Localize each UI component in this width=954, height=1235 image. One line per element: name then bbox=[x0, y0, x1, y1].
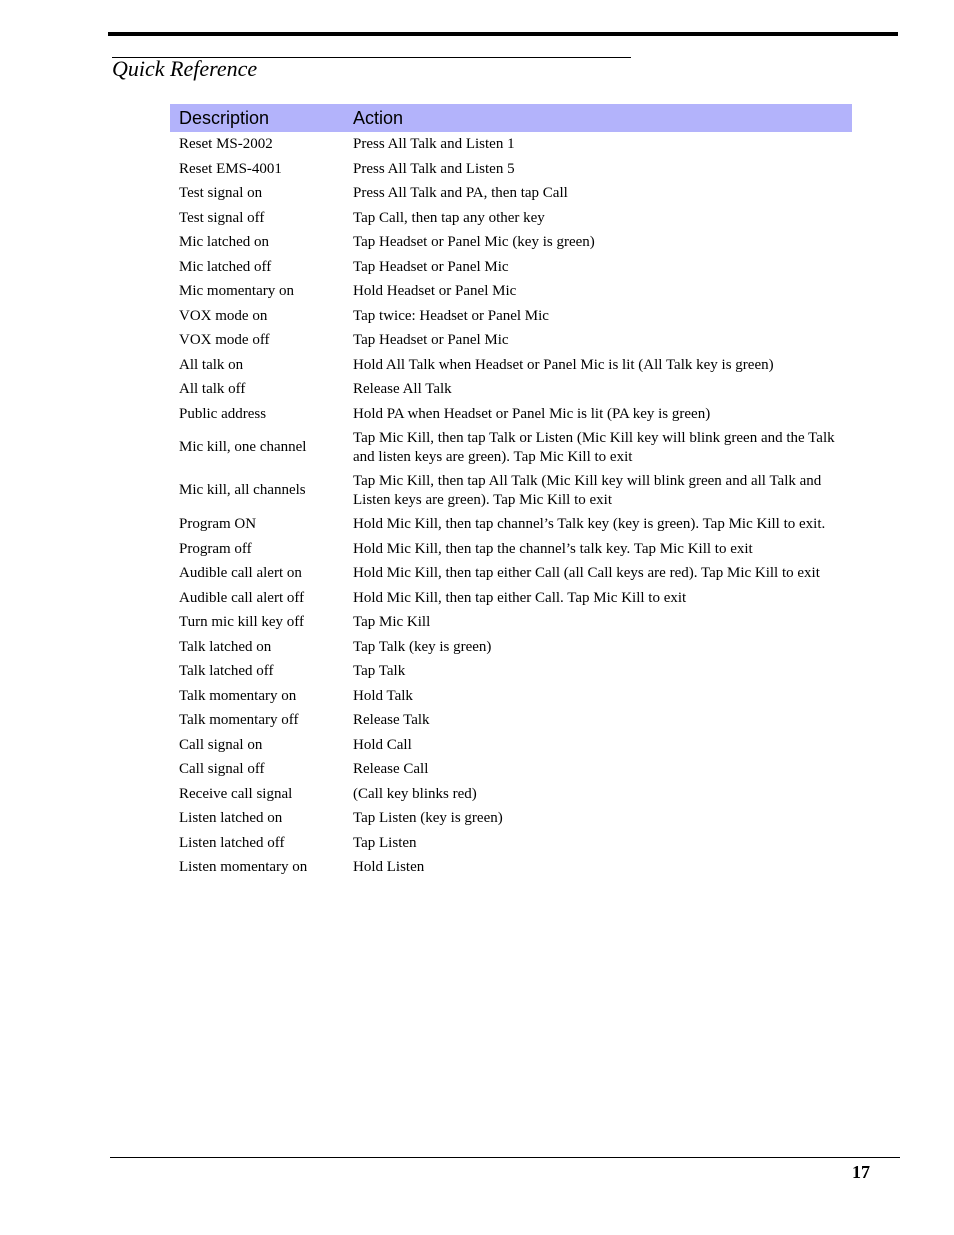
description-cell: Turn mic kill key off bbox=[179, 614, 305, 630]
action-cell: Tap Listen (key is green) bbox=[353, 810, 503, 826]
description-cell: Test signal off bbox=[179, 209, 265, 226]
action-cell: Hold PA when Headset or Panel Mic is lit (PA key is green) bbox=[353, 405, 711, 422]
table-row bbox=[170, 806, 852, 831]
table-row bbox=[170, 377, 852, 402]
table-row bbox=[170, 132, 852, 157]
action-cell: Hold Call bbox=[353, 736, 412, 753]
table-header-row bbox=[170, 104, 852, 132]
table-row bbox=[170, 469, 852, 512]
description-cell: Mic latched off bbox=[179, 258, 272, 275]
description-cell: Call signal off bbox=[179, 761, 265, 777]
action-cell: Tap Mic Kill, then tap Talk or Listen (Mic Kill key will blink green and the Talk and listen keys are green). Tap Mic Kill to exit bbox=[353, 430, 835, 465]
action-cell: Tap Mic Kill, then tap All Talk (Mic Kill key will blink green and all Talk and Listen keys are green). Tap Mic Kill to exit bbox=[353, 473, 822, 508]
table-row bbox=[170, 230, 852, 255]
action-cell: Tap Mic Kill bbox=[353, 614, 431, 630]
action-cell: Hold Mic Kill, then tap channel’s Talk key (key is green). Tap Mic Kill to exit. bbox=[353, 516, 826, 532]
action-cell: Tap Listen bbox=[353, 834, 417, 851]
table-row bbox=[170, 279, 852, 304]
quick-reference-table bbox=[170, 104, 852, 880]
description-cell: Mic kill, all channels bbox=[179, 482, 306, 499]
description-cell: Program ON bbox=[179, 516, 257, 532]
table-row bbox=[170, 255, 852, 280]
description-cell: Talk latched off bbox=[179, 663, 274, 679]
table-row bbox=[170, 181, 852, 206]
description-cell: Audible call alert off bbox=[179, 589, 305, 606]
description-cell: VOX mode off bbox=[179, 332, 270, 348]
action-cell: Tap Call, then tap any other key bbox=[353, 209, 545, 226]
description-cell: Public address bbox=[179, 405, 267, 422]
table-row bbox=[170, 610, 852, 635]
action-cell: Release Talk bbox=[353, 712, 430, 728]
description-cell: Audible call alert on bbox=[179, 565, 302, 581]
table-row bbox=[170, 206, 852, 231]
action-cell: Hold Headset or Panel Mic bbox=[353, 283, 517, 299]
description-cell: Mic latched on bbox=[179, 234, 269, 250]
description-cell: Receive call signal bbox=[179, 785, 293, 802]
action-cell: Release Call bbox=[353, 761, 429, 777]
action-cell: Press All Talk and Listen 1 bbox=[353, 136, 515, 152]
top-rule bbox=[108, 32, 898, 36]
action-cell: Tap Headset or Panel Mic (key is green) bbox=[353, 234, 595, 250]
table-row bbox=[170, 733, 852, 758]
column-header-action: Action bbox=[344, 104, 852, 132]
table-row bbox=[170, 586, 852, 611]
description-cell: Test signal on bbox=[179, 185, 263, 201]
table-row bbox=[170, 831, 852, 856]
action-cell: Tap Talk (key is green) bbox=[353, 638, 492, 655]
table-row bbox=[170, 157, 852, 182]
column-header-description: Description bbox=[170, 104, 344, 132]
table-row bbox=[170, 855, 852, 880]
table-row bbox=[170, 537, 852, 562]
table-row bbox=[170, 512, 852, 537]
table-row bbox=[170, 304, 852, 329]
action-cell: Press All Talk and PA, then tap Call bbox=[353, 185, 568, 201]
action-cell: Tap Headset or Panel Mic bbox=[353, 258, 509, 275]
action-cell: Tap twice: Headset or Panel Mic bbox=[353, 307, 549, 324]
action-cell: Hold Talk bbox=[353, 687, 413, 704]
description-cell: Program off bbox=[179, 540, 252, 557]
bottom-rule bbox=[110, 1157, 900, 1158]
table-row bbox=[170, 328, 852, 353]
description-cell: VOX mode on bbox=[179, 307, 268, 324]
description-cell: Call signal on bbox=[179, 736, 263, 753]
description-cell: Mic kill, one channel bbox=[179, 439, 307, 456]
action-cell: Tap Talk bbox=[353, 663, 406, 679]
description-cell: Reset EMS-4001 bbox=[179, 160, 282, 177]
table-row bbox=[170, 782, 852, 807]
action-cell: Press All Talk and Listen 5 bbox=[353, 160, 515, 177]
action-cell: (Call key blinks red) bbox=[353, 785, 477, 802]
description-cell: Listen momentary on bbox=[179, 859, 308, 875]
action-cell: Hold Mic Kill, then tap either Call (all Call keys are red). Tap Mic Kill to exit bbox=[353, 565, 820, 581]
page-title: Quick Reference bbox=[112, 56, 258, 81]
description-cell: Talk momentary on bbox=[179, 687, 297, 704]
description-cell: Reset MS-2002 bbox=[179, 136, 273, 152]
description-cell: Talk momentary off bbox=[179, 712, 299, 728]
description-cell: All talk on bbox=[179, 356, 244, 373]
table-body bbox=[170, 132, 852, 880]
table-row bbox=[170, 426, 852, 469]
description-cell: Talk latched on bbox=[179, 638, 272, 655]
action-cell: Tap Headset or Panel Mic bbox=[353, 332, 509, 348]
table-row bbox=[170, 684, 852, 709]
table-row bbox=[170, 659, 852, 684]
table-row bbox=[170, 561, 852, 586]
description-cell: All talk off bbox=[179, 381, 246, 397]
table-row bbox=[170, 635, 852, 660]
action-cell: Hold Mic Kill, then tap the channel’s talk key. Tap Mic Kill to exit bbox=[353, 540, 753, 557]
table-row bbox=[170, 757, 852, 782]
description-cell: Listen latched on bbox=[179, 810, 283, 826]
table-row bbox=[170, 353, 852, 378]
action-cell: Hold All Talk when Headset or Panel Mic is lit (All Talk key is green) bbox=[353, 356, 774, 373]
page-number: 17 bbox=[852, 1162, 870, 1182]
table-row bbox=[170, 708, 852, 733]
description-cell: Listen latched off bbox=[179, 834, 285, 851]
table-row bbox=[170, 402, 852, 427]
action-cell: Hold Listen bbox=[353, 859, 425, 875]
description-cell: Mic momentary on bbox=[179, 283, 294, 299]
action-cell: Release All Talk bbox=[353, 381, 452, 397]
action-cell: Hold Mic Kill, then tap either Call. Tap Mic Kill to exit bbox=[353, 589, 687, 606]
